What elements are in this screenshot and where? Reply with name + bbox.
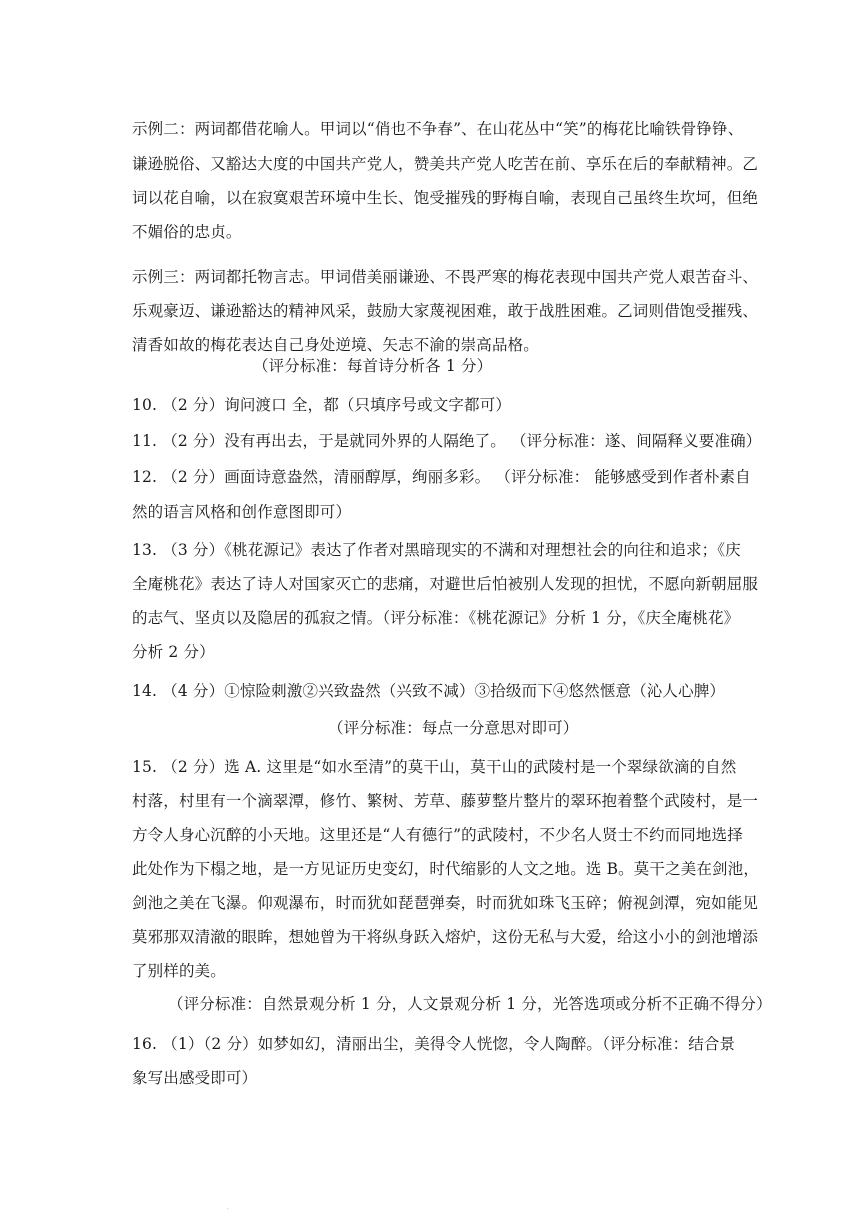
answer-line: 15. （2 分）选 A. 这里是“如水至清”的莫干山，莫干山的武陵村是一个翠绿欲滴的自然 (132, 758, 737, 776)
text-line: 了别样的美。 (132, 962, 226, 980)
text-line: 象写出感受即可） (132, 1069, 258, 1087)
text-line: 谦逊脱俗、又豁达大度的中国共产党人，赞美共产党人吃苦在前、享乐在后的奉献精神。乙 (132, 155, 759, 173)
text-line: 全庵桃花》表达了诗人对国家灭亡的悲痛，对避世后怕被别人发现的担忧，不愿向新朝屈服 (132, 575, 759, 593)
answer-line: 10. （2 分）询问渡口 全，都（只填序号或文字都可） (132, 396, 511, 414)
text-line: 词以花自喻，以在寂寞艰苦环境中生长、饱受摧残的野梅自喻，表现自己虽终生坎坷，但绝 (132, 189, 759, 207)
grading-note: （评分标准：自然景观分析 1 分，人文景观分析 1 分，光答选项或分析不正确不得分） (168, 995, 772, 1013)
text-line: 示例三：两词都托物言志。甲词借美丽谦逊、不畏严寒的梅花表现中国共产党人艰苦奋斗、 (132, 268, 759, 286)
text-line: 清香如故的梅花表达自己身处逆境、矢志不渝的崇高品格。 (132, 336, 539, 354)
grading-note: （评分标准：每点一分意思对即可） (328, 719, 579, 737)
answer-line: 16. （1）（2 分）如梦如幻，清丽出尘，美得令人恍惚，令人陶醉。（评分标准：结合景 (132, 1035, 736, 1053)
text-line: 不媚俗的忠贞。 (132, 223, 242, 241)
text-line: 方令人身心沉醉的小天地。这里还是“人有德行”的武陵村，不少名人贤士不约而同地选择 (132, 826, 743, 844)
text-line: 的志气、坚贞以及隐居的孤寂之情。（评分标准：《桃花源记》分析 1 分，《庆全庵桃花》 (132, 609, 740, 627)
text-line: 分析 2 分） (132, 643, 215, 661)
answer-line: 11. （2 分）没有再出去，于是就同外界的人隔绝了。 （评分标准：遂、间隔释义要准确） (132, 432, 762, 450)
text-line: 乐观豪迈、谦逊豁达的精神风采，鼓励大家蔑视困难，敢于战胜困难。乙词则借饱受摧残、 (132, 302, 759, 320)
answer-line: 13. （3 分）《桃花源记》表达了作者对黑暗现实的不满和对理想社会的向往和追求；《庆 (132, 541, 741, 559)
text-line: 剑池之美在飞瀑。仰观瀑布，时而犹如琵琶弹奏，时而犹如珠飞玉碎；俯视剑潭，宛如能见 (132, 894, 759, 912)
text-line: 然的语言风格和创作意图即可） (132, 503, 352, 521)
answer-line: 12. （2 分）画面诗意盎然，清丽醇厚，绚丽多彩。 （评分标准： 能够感受到作者朴素自 (132, 468, 751, 486)
answer-line: 14. （4 分）①惊险刺激②兴致盎然（兴致不减）③拾级而下④悠然惬意（沁人心脾） (132, 682, 726, 700)
text-line: 莫邪那双清澈的眼眸，想她曾为干将纵身跃入熔炉，这份无私与大爱，给这小小的剑池增添 (132, 928, 759, 946)
grading-note: （评分标准：每首诗分析各 1 分） (253, 357, 493, 375)
text-line: 示例二：两词都借花喻人。甲词以“俏也不争春”、在山花丛中“笑”的梅花比喻铁骨铮铮、 (132, 120, 744, 138)
text-line: 此处作为下榻之地，是一方见证历史变幻，时代缩影的人文之地。选 B。莫干之美在剑池， (132, 860, 759, 878)
footer-mark: · (226, 1204, 230, 1215)
text-line: 村落，村里有一个滴翠潭，修竹、繁树、芳草、藤萝整片整片的翠环抱着整个武陵村，是一 (132, 792, 759, 810)
